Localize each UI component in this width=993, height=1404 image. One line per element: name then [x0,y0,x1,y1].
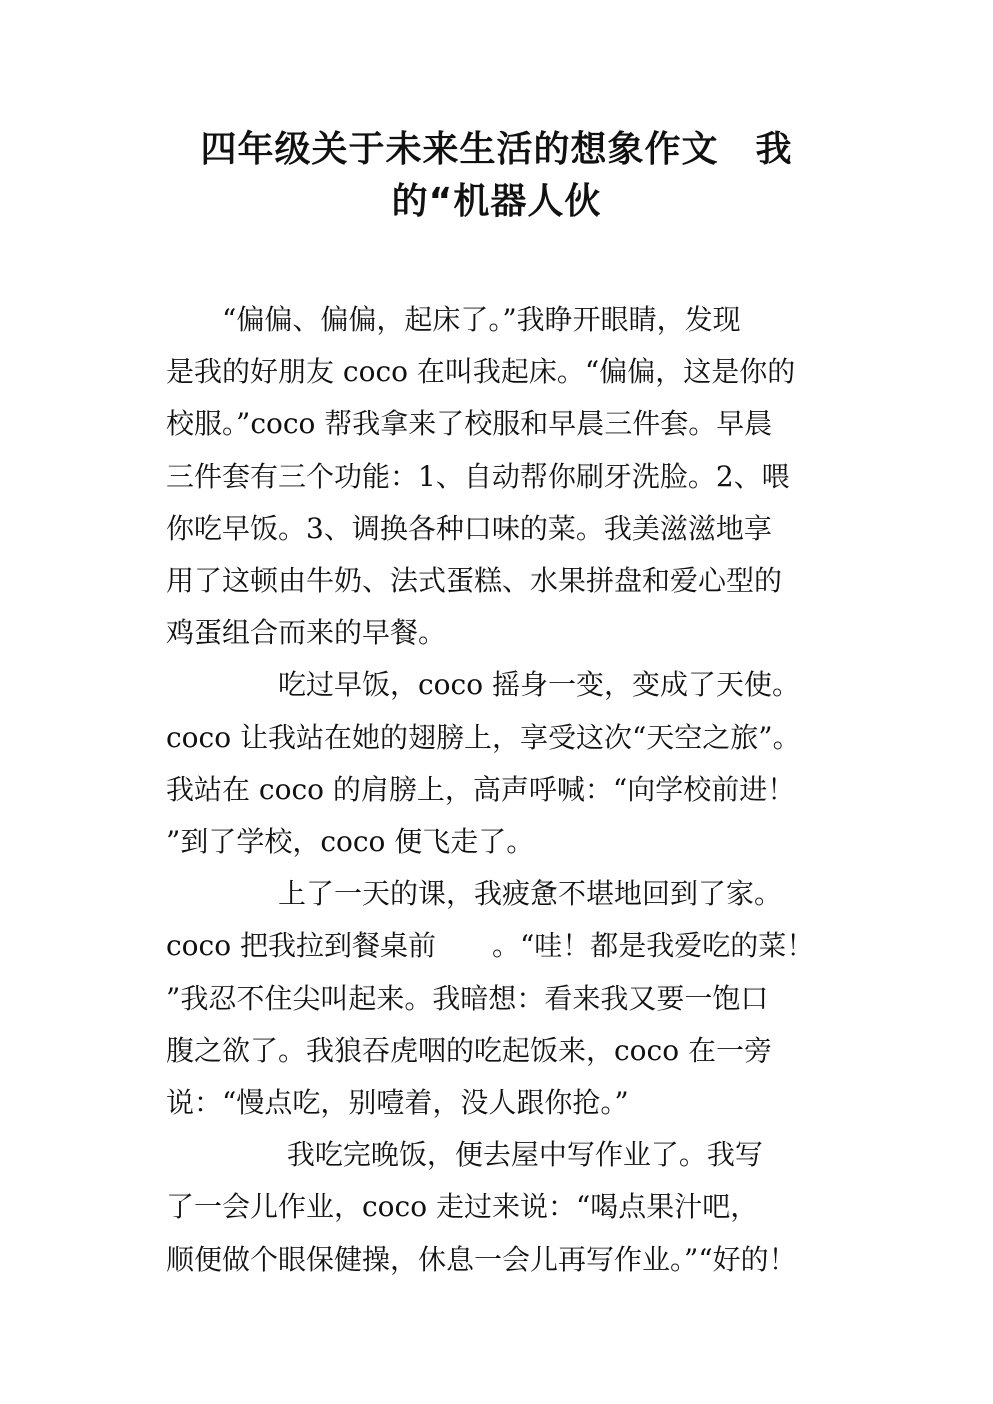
body-text-line: 三件套有三个功能：1、自动帮你刷牙洗脸。2、喂 [166,460,790,493]
body-text-line: coco 把我拉到餐桌前 。“哇！都是我爱吃的菜！ [166,929,815,962]
page-title-line-2: 的“机器人伙 [391,181,602,222]
body-text-line: 了一会儿作业，coco 走过来说：“喝点果汁吧， [166,1190,759,1223]
body-text-line: 鸡蛋组合而来的早餐。 [166,616,447,649]
body-text-line: 吃过早饭，coco 摇身一变，变成了天使。 [166,668,800,701]
body-text-line: 是我的好朋友 coco 在叫我起床。“偏偏，这是你的 [166,355,796,388]
body-text-line: 腹之欲了。我狼吞虎咽的吃起饭来，coco 在一旁 [166,1034,772,1067]
body-text-line: 顺便做个眼保健操，休息一会儿再写作业。”“好的！ [166,1243,797,1276]
body-text-line: 你吃早饭。3、调换各种口味的菜。我美滋滋地享 [166,512,772,545]
body-text-line: 用了这顿由牛奶、法式蛋糕、水果拼盘和爱心型的 [166,564,783,597]
body-text-line: 说：“慢点吃，别噎着，没人跟你抢。” [166,1086,629,1119]
body-text-line: 上了一天的课，我疲惫不堪地回到了家。 [166,877,783,910]
page-title-line-1: 四年级关于未来生活的想象作文 我 [200,129,793,170]
body-text-line: 校服。”coco 帮我拿来了校服和早晨三件套。早晨 [166,407,773,440]
body-text-line: 我吃完晚饭，便去屋中写作业了。我写 [166,1138,763,1171]
body-text-line: “偏偏、偏偏，起床了。”我睁开眼睛，发现 [166,303,741,336]
body-text-line: coco 让我站在她的翅膀上，享受这次“天空之旅”。 [166,721,801,754]
body-text-line: ”到了学校，coco 便飞走了。 [166,825,535,858]
body-text-line: ”我忍不住尖叫起来。我暗想：看来我又要一饱口 [166,982,769,1015]
body-text-line: 我站在 coco 的肩膀上，高声呼喊：“向学校前进！ [166,773,796,806]
